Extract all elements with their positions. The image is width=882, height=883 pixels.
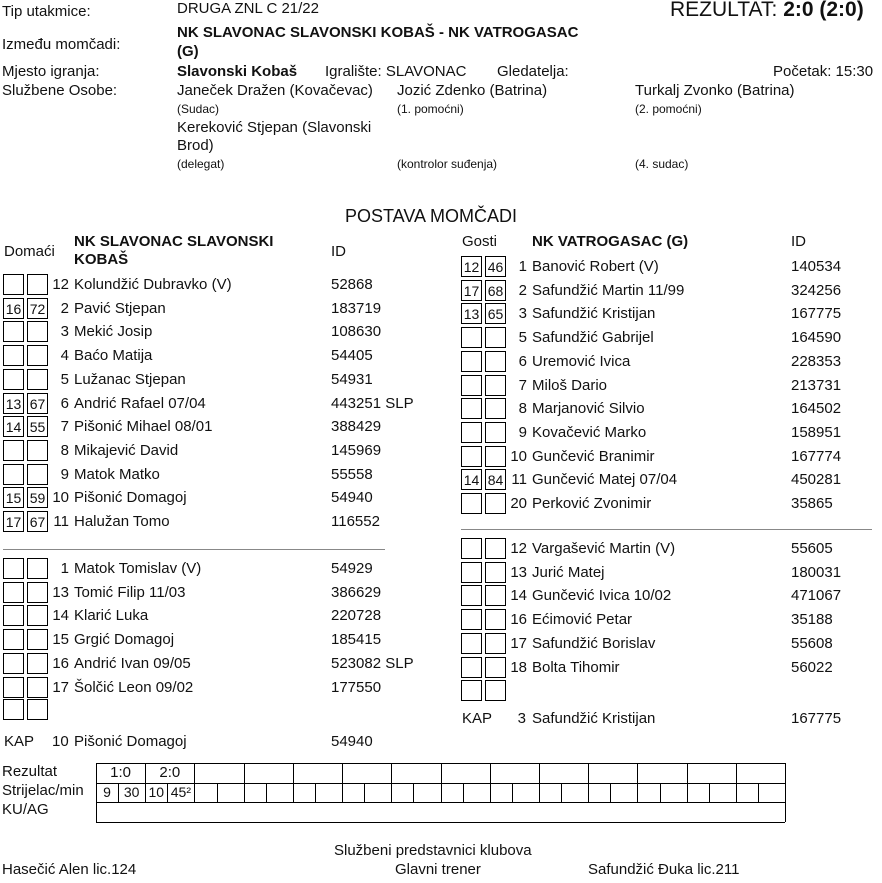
player-number: 5 bbox=[518, 329, 527, 347]
minute-box-out bbox=[485, 585, 506, 606]
home-divider bbox=[3, 549, 385, 550]
official-delegat-name2: Brod) bbox=[177, 137, 214, 154]
player-number: 11 bbox=[53, 513, 69, 530]
rezultat-value: 2:0 (2:0) bbox=[783, 0, 864, 21]
minute-box-in bbox=[3, 677, 24, 698]
minute-box-out: 67 bbox=[27, 511, 48, 532]
player-name: Safundžić Borislav bbox=[532, 634, 656, 652]
minute-box-out: 46 bbox=[485, 256, 506, 277]
mjesto-igranja-value: Slavonski Kobaš bbox=[177, 63, 298, 80]
player-id: 388429 bbox=[331, 418, 382, 436]
player-id: 185415 bbox=[331, 631, 382, 649]
official-kontrolor-role: (kontrolor suđenja) bbox=[397, 157, 498, 171]
player-id: 140534 bbox=[791, 258, 842, 275]
player-number: 7 bbox=[518, 376, 527, 394]
player-id: 164502 bbox=[791, 400, 842, 418]
minute-box-out bbox=[27, 699, 48, 720]
player-id: 471067 bbox=[791, 587, 842, 605]
minute-box-in bbox=[3, 558, 24, 579]
minute-box-in bbox=[461, 375, 482, 396]
minute-box-out bbox=[485, 422, 506, 443]
player-number: 1 bbox=[60, 560, 69, 577]
rezultat-heading bbox=[670, 0, 864, 22]
minute-box-out bbox=[485, 351, 506, 372]
official-sudac-name: Janeček Dražen (Kovačevac) bbox=[177, 82, 373, 99]
player-name: Vargašević Martin (V) bbox=[532, 540, 676, 557]
player-id: 450281 bbox=[791, 471, 842, 489]
footer-title: Službeni predstavnici klubova bbox=[334, 842, 532, 859]
minute-box-out bbox=[27, 274, 48, 295]
izmedu-momcadi-label: Između momčadi: bbox=[2, 36, 121, 53]
footer-right: Safundžić Đuka lic.211 bbox=[588, 861, 740, 878]
minute-box-in bbox=[461, 585, 482, 606]
player-number: 9 bbox=[518, 423, 527, 441]
minute-box-in bbox=[461, 446, 482, 467]
minute-box-in: 12 bbox=[461, 256, 482, 277]
minute-box-in bbox=[3, 321, 24, 342]
minute-box-in: 14 bbox=[3, 416, 24, 437]
minute-box-out: 55 bbox=[27, 416, 48, 437]
player-name: Ećimović Petar bbox=[532, 611, 633, 629]
player-name: Miloš Dario bbox=[532, 376, 608, 394]
gledatelja: Gledatelja: bbox=[497, 63, 569, 80]
player-name: Šolčić Leon 09/02 bbox=[74, 678, 194, 696]
grid-line bbox=[315, 783, 316, 803]
away-kap-name: Safundžić Kristijan bbox=[532, 710, 656, 727]
grid-line bbox=[758, 783, 759, 803]
minute-box-in: 14 bbox=[461, 469, 482, 490]
player-number: 2 bbox=[518, 281, 527, 299]
pocetak: Početak: 15:30 bbox=[773, 63, 874, 80]
minute-box-out bbox=[27, 605, 48, 626]
player-name: Safundžić Martin 11/99 bbox=[532, 281, 685, 299]
player-id: 35188 bbox=[791, 611, 833, 629]
away-kap-id: 167775 bbox=[791, 710, 842, 727]
player-number: 4 bbox=[60, 347, 69, 365]
player-name: Lužanac Stjepan bbox=[74, 370, 186, 388]
grid-line bbox=[785, 802, 786, 822]
player-number: 6 bbox=[518, 352, 527, 370]
player-number: 7 bbox=[60, 418, 69, 436]
grid-line bbox=[244, 763, 245, 802]
player-name: Matok Tomislav (V) bbox=[74, 560, 202, 577]
player-number: 14 bbox=[52, 607, 69, 625]
minute-box-out bbox=[485, 446, 506, 467]
player-number: 2 bbox=[60, 299, 69, 317]
grid-line bbox=[194, 763, 195, 802]
grid-line bbox=[96, 802, 785, 803]
away-id-label: ID bbox=[791, 233, 806, 250]
minute-box-in: 17 bbox=[3, 511, 24, 532]
official-4sudac-role: (4. sudac) bbox=[635, 157, 689, 171]
minute-box-out bbox=[27, 629, 48, 650]
minute-box-in bbox=[3, 629, 24, 650]
minute-box-out: 67 bbox=[27, 393, 48, 414]
home-kap-name: Pišonić Domagoj bbox=[74, 733, 187, 750]
minute-box-in: 13 bbox=[3, 393, 24, 414]
player-name: Banović Robert (V) bbox=[532, 258, 659, 275]
minute-box-in bbox=[3, 699, 24, 720]
grid-line bbox=[266, 783, 267, 803]
home-kap-number: 10 bbox=[52, 733, 69, 750]
official-pomocni1-role: (1. pomoćni) bbox=[397, 102, 464, 116]
player-name: Safundžić Gabrijel bbox=[532, 329, 654, 347]
player-id: 324256 bbox=[791, 281, 842, 299]
grid-line bbox=[539, 763, 540, 802]
minute-box-in bbox=[461, 680, 482, 701]
player-id: 54940 bbox=[331, 489, 373, 507]
minute-box-out: 65 bbox=[485, 303, 506, 324]
minute-box-out bbox=[27, 677, 48, 698]
minute-box-out bbox=[485, 657, 506, 678]
player-name: Safundžić Kristijan bbox=[532, 305, 656, 323]
player-id: 167774 bbox=[791, 447, 842, 465]
grid-line bbox=[687, 763, 688, 802]
minute-box-in: 16 bbox=[3, 298, 24, 319]
player-name: Klarić Luka bbox=[74, 607, 149, 625]
grid-line bbox=[96, 802, 97, 822]
official-pomocni1-name: Jozić Zdenko (Batrina) bbox=[397, 82, 548, 99]
scorer-number: 10 bbox=[148, 783, 165, 800]
minute-box-in bbox=[461, 327, 482, 348]
player-number: 6 bbox=[60, 394, 69, 412]
score-strijelac-label: Strijelac/min bbox=[2, 782, 84, 799]
official-delegat-role: (delegat) bbox=[177, 157, 225, 171]
minute-box-in bbox=[461, 538, 482, 559]
minute-box-in bbox=[3, 605, 24, 626]
player-name: Marjanović Silvio bbox=[532, 400, 645, 418]
grid-line bbox=[217, 783, 218, 803]
player-number: 17 bbox=[52, 678, 69, 696]
player-id: 108630 bbox=[331, 323, 382, 341]
grid-line bbox=[561, 783, 562, 803]
official-pomocni2-name: Turkalj Zvonko (Batrina) bbox=[635, 82, 795, 99]
minute-box-out bbox=[485, 680, 506, 701]
grid-line bbox=[610, 783, 611, 803]
minute-box-in bbox=[3, 440, 24, 461]
player-name: Pavić Stjepan bbox=[74, 299, 166, 317]
away-kap-number: 3 bbox=[517, 710, 526, 727]
player-number: 12 bbox=[52, 276, 69, 293]
minute-box-out bbox=[485, 327, 506, 348]
igraliste: Igralište: SLAVONAC bbox=[325, 63, 467, 80]
player-number: 20 bbox=[510, 495, 527, 512]
score-result: 2:0 bbox=[159, 764, 181, 781]
home-team-line1: NK SLAVONAC SLAVONSKI bbox=[74, 233, 274, 250]
player-id: 177550 bbox=[331, 678, 382, 696]
footer-center: Glavni trener bbox=[395, 861, 481, 878]
postava-title: POSTAVA MOMČADI bbox=[345, 206, 518, 226]
grid-line bbox=[709, 783, 710, 803]
minute-box-out bbox=[27, 321, 48, 342]
player-name: Mikajević David bbox=[74, 441, 179, 459]
grid-line bbox=[342, 763, 343, 802]
player-id: 220728 bbox=[331, 607, 382, 625]
player-name: Bolta Tihomir bbox=[532, 658, 620, 676]
player-name: Kovačević Marko bbox=[532, 423, 647, 441]
away-kap-label: KAP bbox=[462, 710, 493, 727]
player-id: 158951 bbox=[791, 423, 842, 441]
player-id: 386629 bbox=[331, 583, 382, 601]
minute-box-out bbox=[485, 398, 506, 419]
player-name: Gunčević Branimir bbox=[532, 447, 655, 465]
grid-line bbox=[588, 763, 589, 802]
minute-box-in bbox=[461, 398, 482, 419]
player-name: Gunčević Matej 07/04 bbox=[532, 471, 678, 489]
minute-box-out bbox=[485, 609, 506, 630]
minute-box-in: 13 bbox=[461, 303, 482, 324]
tip-utakmice-label: Tip utakmice: bbox=[2, 3, 91, 20]
minute-box-in bbox=[461, 562, 482, 583]
player-number: 8 bbox=[518, 400, 527, 418]
mjesto-igranja-label: Mjesto igranja: bbox=[2, 63, 100, 80]
score-result: 1:0 bbox=[110, 764, 132, 781]
player-name: Grgić Domagoj bbox=[74, 631, 175, 649]
away-team: NK VATROGASAC (G) bbox=[532, 233, 689, 250]
player-id: 145969 bbox=[331, 441, 382, 459]
home-kap-label: KAP bbox=[4, 733, 35, 750]
home-label: Domaći bbox=[4, 243, 55, 260]
player-name: Perković Zvonimir bbox=[532, 495, 652, 512]
grid-line bbox=[512, 783, 513, 803]
minute-box-out bbox=[27, 653, 48, 674]
minute-box-out bbox=[27, 464, 48, 485]
minute-box-in bbox=[461, 493, 482, 514]
player-number: 8 bbox=[60, 441, 69, 459]
minute-box-out bbox=[27, 440, 48, 461]
player-number: 12 bbox=[510, 540, 527, 557]
home-kap-id: 54940 bbox=[331, 733, 373, 750]
minute-box-out bbox=[27, 369, 48, 390]
player-number: 1 bbox=[518, 258, 527, 275]
tip-utakmice-value: DRUGA ZNL C 21/22 bbox=[177, 0, 319, 17]
player-id: 52868 bbox=[331, 276, 373, 293]
player-number: 10 bbox=[510, 447, 527, 465]
scorer-minute: 45² bbox=[170, 783, 191, 800]
player-name: Tomić Filip 11/03 bbox=[74, 583, 186, 601]
player-name: Baćo Matija bbox=[74, 347, 153, 365]
grid-line bbox=[413, 783, 414, 803]
minute-box-in bbox=[3, 653, 24, 674]
minute-box-in bbox=[3, 369, 24, 390]
player-number: 13 bbox=[510, 563, 527, 581]
player-number: 3 bbox=[518, 305, 527, 323]
minute-box-in bbox=[461, 633, 482, 654]
player-name: Gunčević Ivica 10/02 bbox=[532, 587, 672, 605]
grid-line bbox=[736, 763, 737, 802]
player-number: 11 bbox=[511, 471, 527, 489]
player-id: 523082 SLP bbox=[331, 654, 414, 672]
player-number: 5 bbox=[60, 370, 69, 388]
scorer-number: 9 bbox=[103, 783, 111, 800]
minute-box-out bbox=[485, 562, 506, 583]
home-team-line2: KOBAŠ bbox=[74, 251, 129, 268]
player-name: Kolundžić Dubravko (V) bbox=[74, 276, 232, 293]
player-name: Matok Matko bbox=[74, 465, 160, 483]
player-number: 13 bbox=[52, 583, 69, 601]
footer-left: Hasečić Alen lic.124 bbox=[2, 861, 137, 878]
player-id: 228353 bbox=[791, 352, 842, 370]
player-id: 443251 SLP bbox=[331, 394, 414, 412]
player-number: 16 bbox=[52, 654, 69, 672]
player-name: Pišonić Mihael 08/01 bbox=[74, 418, 213, 436]
player-name: Halužan Tomo bbox=[74, 513, 170, 530]
away-label: Gosti bbox=[462, 233, 498, 250]
away-divider bbox=[461, 529, 872, 530]
player-number: 16 bbox=[510, 611, 527, 629]
player-number: 14 bbox=[510, 587, 527, 605]
player-id: 35865 bbox=[791, 495, 833, 512]
player-id: 54929 bbox=[331, 560, 373, 577]
scorer-minute: 30 bbox=[123, 783, 140, 800]
grid-line bbox=[441, 763, 442, 802]
minute-box-out: 84 bbox=[485, 469, 506, 490]
player-id: 167775 bbox=[791, 305, 842, 323]
home-id-label: ID bbox=[331, 243, 346, 260]
score-rezultat-label: Rezultat bbox=[2, 763, 58, 780]
grid-line bbox=[293, 763, 294, 802]
minute-box-out: 68 bbox=[485, 280, 506, 301]
minute-box-in bbox=[461, 422, 482, 443]
official-pomocni2-role: (2. pomoćni) bbox=[635, 102, 702, 116]
player-number: 18 bbox=[510, 658, 527, 676]
match-title-line2: (G) bbox=[177, 43, 199, 60]
player-id: 180031 bbox=[791, 563, 842, 581]
player-number: 9 bbox=[60, 465, 69, 483]
sluzbene-osobe-label: Službene Osobe: bbox=[2, 82, 118, 99]
minute-box-in bbox=[461, 351, 482, 372]
player-id: 183719 bbox=[331, 299, 382, 317]
minute-box-out bbox=[485, 633, 506, 654]
grid-line bbox=[490, 763, 491, 802]
player-number: 17 bbox=[510, 634, 527, 652]
minute-box-in bbox=[461, 657, 482, 678]
player-id: 55608 bbox=[791, 634, 833, 652]
match-title-line1: NK SLAVONAC SLAVONSKI KOBAŠ - NK VATROGASAC bbox=[177, 24, 579, 41]
score-kuag-label: KU/AG bbox=[2, 801, 49, 818]
official-delegat-name1: Kereković Stjepan (Slavonski bbox=[177, 119, 372, 136]
player-name: Andrić Rafael 07/04 bbox=[74, 394, 206, 412]
grid-line bbox=[96, 822, 785, 823]
rezultat-label: REZULTAT: bbox=[670, 0, 778, 21]
minute-box-in bbox=[461, 609, 482, 630]
minute-box-out bbox=[27, 345, 48, 366]
grid-line bbox=[637, 763, 638, 802]
minute-box-in: 15 bbox=[3, 487, 24, 508]
player-id: 55605 bbox=[791, 540, 833, 557]
player-number: 10 bbox=[52, 489, 69, 507]
grid-line bbox=[660, 783, 661, 803]
minute-box-in bbox=[3, 582, 24, 603]
minute-box-out bbox=[485, 375, 506, 396]
player-name: Jurić Matej bbox=[532, 563, 605, 581]
player-name: Pišonić Domagoj bbox=[74, 489, 187, 507]
player-id: 56022 bbox=[791, 658, 833, 676]
grid-line bbox=[785, 763, 786, 802]
minute-box-out: 59 bbox=[27, 487, 48, 508]
grid-line bbox=[364, 783, 365, 803]
grid-line bbox=[463, 783, 464, 803]
player-name: Andrić Ivan 09/05 bbox=[74, 654, 191, 672]
minute-box-out bbox=[485, 538, 506, 559]
player-id: 54405 bbox=[331, 347, 373, 365]
player-id: 164590 bbox=[791, 329, 842, 347]
grid-line bbox=[391, 763, 392, 802]
minute-box-out bbox=[27, 582, 48, 603]
player-name: Mekić Josip bbox=[74, 323, 153, 341]
player-id: 54931 bbox=[331, 370, 373, 388]
player-name: Uremović Ivica bbox=[532, 352, 631, 370]
minute-box-out bbox=[485, 493, 506, 514]
player-id: 116552 bbox=[331, 513, 380, 530]
minute-box-out bbox=[27, 558, 48, 579]
minute-box-out: 72 bbox=[27, 298, 48, 319]
player-id: 55558 bbox=[331, 465, 373, 483]
minute-box-in bbox=[3, 464, 24, 485]
player-number: 15 bbox=[52, 631, 69, 649]
player-number: 3 bbox=[60, 323, 69, 341]
minute-box-in bbox=[3, 274, 24, 295]
minute-box-in: 17 bbox=[461, 280, 482, 301]
minute-box-in bbox=[3, 345, 24, 366]
player-id: 213731 bbox=[791, 376, 842, 394]
official-sudac-role: (Sudac) bbox=[177, 102, 220, 116]
